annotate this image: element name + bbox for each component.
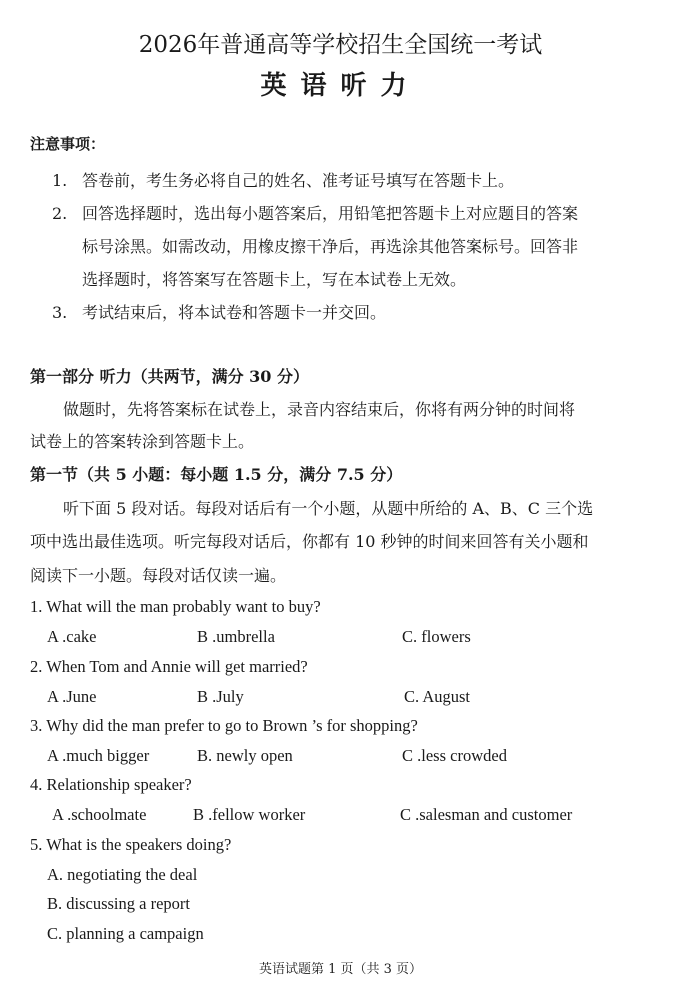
notice-line: 回答选择题时，选出每小题答案后，用铅笔把答题卡上对应题目的答案 <box>82 204 579 223</box>
section1-intro: 阅读下一小题。每段对话仅读一遍。 <box>30 566 287 585</box>
section1-intro: 听下面 5 段对话。每段对话后有一个小题，从题中所给的 A、B、C 三个选 <box>63 499 594 518</box>
option-c: C. August <box>404 687 471 706</box>
notice-num: 3. <box>52 303 68 322</box>
page-footer: 英语试题第 1 页（共 3 页） <box>258 962 423 977</box>
notice-line: 考试结束后，将本试卷和答题卡一并交回。 <box>82 303 387 322</box>
exam-title: 2026年普通高等学校招生全国统一考试 <box>138 32 543 58</box>
option-b: B. newly open <box>197 746 293 765</box>
exam-subject: 英语听力 <box>260 71 421 101</box>
notice-heading: 注意事项： <box>30 135 106 153</box>
option-a: A .much bigger <box>47 746 150 765</box>
option-c: C .salesman and customer <box>400 805 573 824</box>
option-b: B. discussing a report <box>47 894 190 913</box>
option-b: B .fellow worker <box>193 805 306 824</box>
option-c: C. flowers <box>402 627 471 646</box>
option-c: C. planning a campaign <box>47 924 204 943</box>
question-1: 1. What will the man probably want to buy? <box>30 597 321 616</box>
section1-heading: 第一节（共 5 小题：每小题 1.5 分，满分 7.5 分） <box>30 465 403 484</box>
notice-line: 选择题时，将答案写在答题卡上，写在本试卷上无效。 <box>82 270 467 289</box>
option-a: A .cake <box>47 627 97 646</box>
question-3: 3. Why did the man prefer to go to Brown ’s for shopping? <box>30 716 418 735</box>
notice-num: 1. <box>52 171 68 190</box>
part1-intro: 做题时，先将答案标在试卷上，录音内容结束后，你将有两分钟的时间将 <box>63 400 576 419</box>
option-a: A .June <box>47 687 97 706</box>
option-b: B .July <box>197 687 244 706</box>
option-b: B .umbrella <box>197 627 275 646</box>
notice-line: 答卷前，考生务必将自己的姓名、准考证号填写在答题卡上。 <box>82 171 515 190</box>
option-a: A. negotiating the deal <box>47 865 198 884</box>
option-c: C .less crowded <box>402 746 507 765</box>
question-2: 2. When Tom and Annie will get married? <box>30 657 308 676</box>
option-a: A .schoolmate <box>52 805 147 824</box>
notice-num: 2. <box>52 204 68 223</box>
part1-heading: 第一部分 听力（共两节，满分 30 分） <box>30 367 309 386</box>
question-4: 4. Relationship speaker? <box>30 775 192 794</box>
part1-intro: 试卷上的答案转涂到答题卡上。 <box>30 432 255 451</box>
notice-line: 标号涂黑。如需改动，用橡皮擦干净后，再选涂其他答案标号。回答非 <box>82 237 579 256</box>
section1-intro: 项中选出最佳选项。听完每段对话后，你都有 10 秒钟的时间来回答有关小题和 <box>30 532 589 551</box>
question-5: 5. What is the speakers doing? <box>30 835 232 854</box>
